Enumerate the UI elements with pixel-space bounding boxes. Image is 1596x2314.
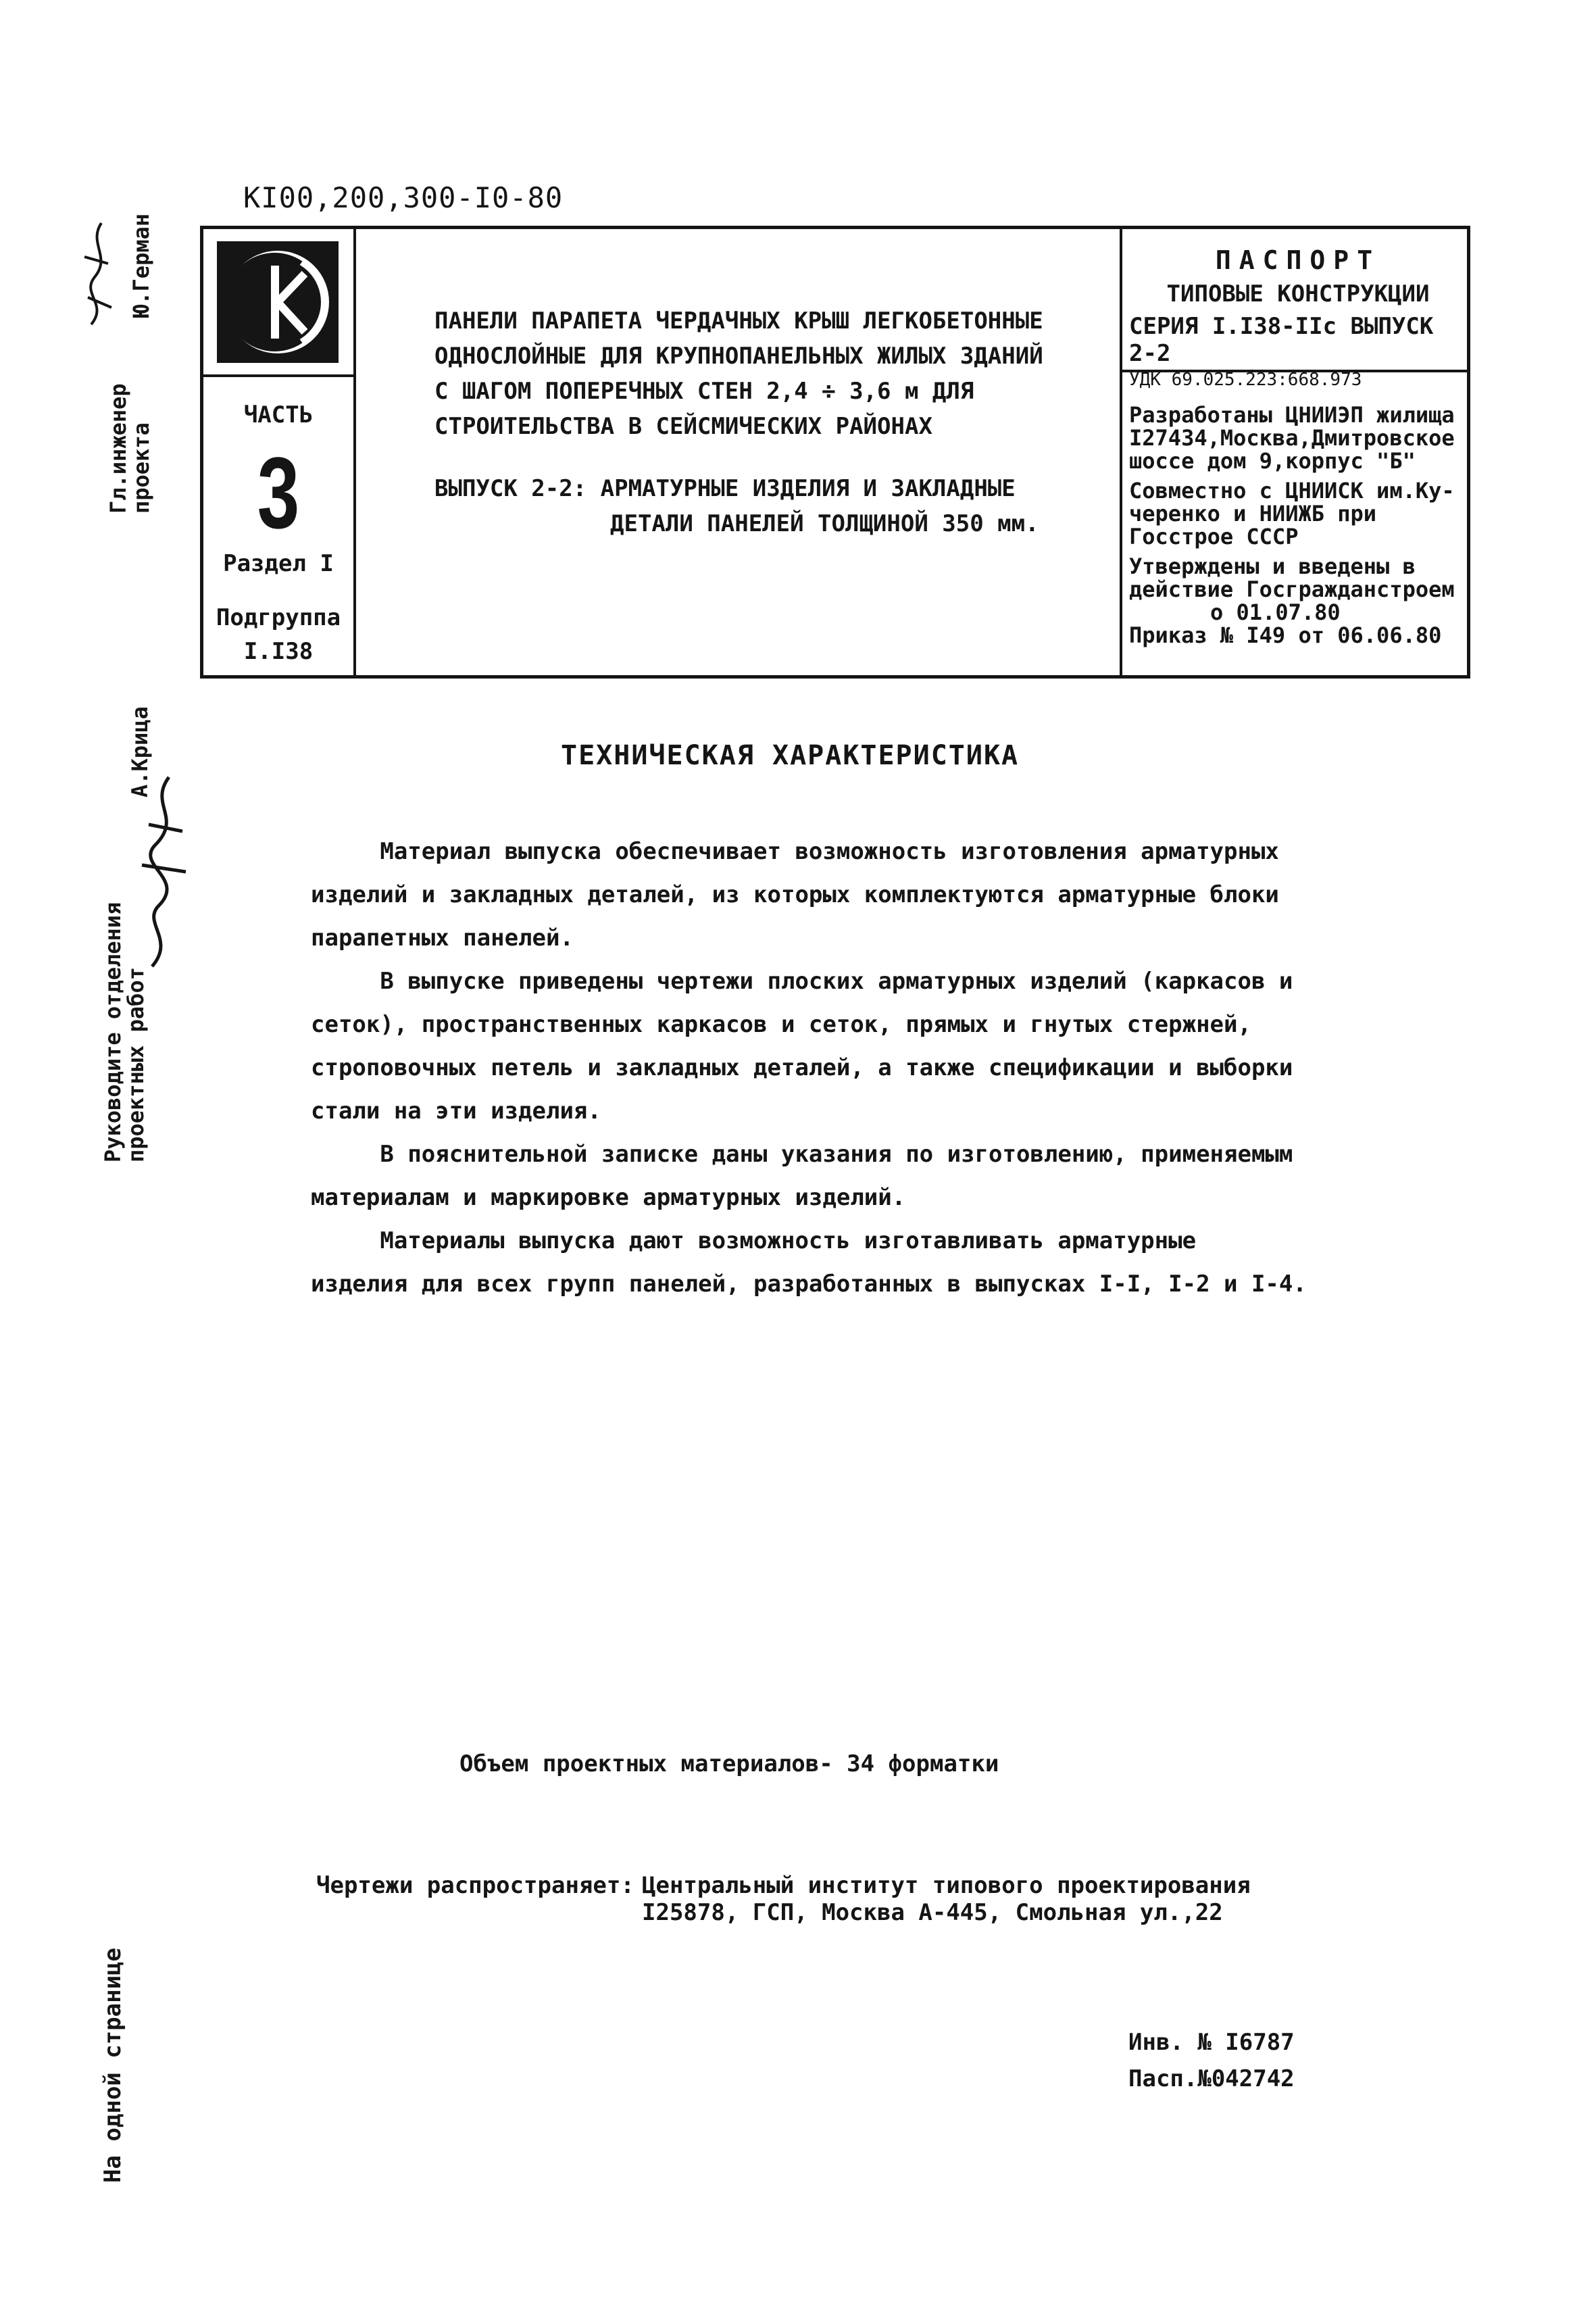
- paragraph: [311, 1133, 1324, 1219]
- caption-line: проекта: [128, 422, 154, 514]
- developer-info: [1122, 403, 1474, 472]
- passport-block: [1122, 229, 1474, 647]
- approval-line: Утверждены и введены в: [1129, 553, 1416, 579]
- paragraph-line: изделий и закладных деталей, из которых комплектуются арматурные блоки: [311, 881, 1279, 908]
- passport-title: ПАСПОРТ: [1215, 245, 1381, 275]
- series-label: СЕРИЯ I.I38-IIc ВЫПУСК 2-2: [1129, 313, 1434, 367]
- developer-line: Разработаны ЦНИИЭП жилища: [1129, 402, 1455, 428]
- approval-info: [1122, 555, 1474, 647]
- release-line: ДЕТАЛИ ПАНЕЛЕЙ ТОЛЩИНОЙ 350 мм.: [610, 510, 1039, 537]
- subgroup-label: Подгруппа: [216, 604, 341, 631]
- release-line: ВЫПУСК 2-2: АРМАТУРНЫЕ ИЗДЕЛИЯ И ЗАКЛАДНЫЕ: [434, 475, 1016, 502]
- signature-image: [74, 216, 122, 354]
- developer-line: шоссе дом 9,корпус "Б": [1129, 448, 1416, 474]
- approval-line: о 01.07.80: [1210, 599, 1341, 625]
- paragraph-line: В выпуске приведены чертежи плоских арматурных изделий (каркасов и: [311, 968, 1293, 995]
- title-block-table: [200, 226, 1470, 679]
- co-developer-line: черенко и НИИЖБ при: [1129, 501, 1377, 526]
- paragraph-line: изделия для всех групп панелей, разработанных в выпусках I-I, I-2 и I-4.: [311, 1271, 1307, 1298]
- document-code: KI00,200,300-I0-80: [243, 181, 564, 214]
- paragraph: [311, 1219, 1324, 1306]
- chief-engineer-title: [107, 383, 153, 514]
- title-line: ОДНОСЛОЙНЫЕ ДЛЯ КРУПНОПАНЕЛЬНЫХ ЖИЛЫХ ЗДАНИЙ: [434, 343, 1043, 370]
- subgroup-number: I.I38: [243, 638, 314, 665]
- co-developer-line: Госстрое СССР: [1129, 524, 1299, 549]
- developer-line: I27434,Москва,Дмитровское: [1129, 425, 1455, 451]
- caption-line: Гл.инженер: [105, 383, 131, 514]
- title-line: ПАНЕЛИ ПАРАПЕТА ЧЕРДАЧНЫХ КРЫШ ЛЕГКОБЕТОННЫЕ: [434, 307, 1043, 335]
- title-line: СТРОИТЕЛЬСТВА В СЕЙСМИЧЕСКИХ РАЙОНАХ: [434, 413, 932, 440]
- paragraph-line: стали на эти изделия.: [311, 1098, 601, 1125]
- title-line: С ШАГОМ ПОПЕРЕЧНЫХ СТЕН 2,4 ÷ 3,6 м ДЛЯ: [434, 378, 974, 405]
- distributor-line: I25878, ГСП, Москва А-445, Смольная ул.,22: [642, 1899, 1223, 1926]
- signature-image: [122, 764, 196, 983]
- co-developer-line: Совместно с ЦНИИСК им.Ку-: [1129, 478, 1455, 503]
- order-line: Приказ № I49 от 06.06.80: [1129, 622, 1442, 648]
- paragraph-line: В пояснительной записке даны указания по изготовлению, применяемым: [311, 1141, 1293, 1168]
- co-developer-info: [1122, 479, 1474, 548]
- paragraph: [311, 960, 1324, 1133]
- inventory-number: Инв. № I6787: [1128, 2029, 1295, 2056]
- part-number: 3: [257, 436, 300, 549]
- section-heading: ТЕХНИЧЕСКАЯ ХАРАКТЕРИСТИКА: [561, 740, 1020, 771]
- paragraph-line: Материал выпуска обеспечивает возможность изготовления арматурных: [311, 838, 1279, 865]
- paragraph-line: парапетных панелей.: [311, 925, 574, 952]
- approval-line: действие Госгражданстроем: [1129, 576, 1455, 602]
- paragraph-line: материалам и маркировке арматурных изделий.: [311, 1184, 906, 1211]
- udk-code: УДК 69.025.223:668.973: [1129, 370, 1362, 390]
- single-side-note: На одной странице: [99, 1948, 126, 2183]
- distributor-line: Центральный институт типового проектирования: [642, 1872, 1251, 1899]
- inventory-info: [1128, 2024, 1295, 2097]
- volume-note: Объем проектных материалов- 34 форматки: [459, 1750, 999, 1777]
- caption-line: проектных работ: [123, 967, 149, 1162]
- typical-designs: ТИПОВЫЕ КОНСТРУКЦИИ: [1166, 280, 1430, 307]
- chief-engineer-name: Ю.Герман: [128, 213, 154, 318]
- table-divider: [353, 229, 356, 675]
- ck-logo: [217, 241, 339, 363]
- part-label: ЧАСТЬ: [243, 401, 314, 428]
- paragraph-line: строповочных петель и закладных деталей, а также спецификации и выборки: [311, 1054, 1293, 1081]
- part-info: [203, 374, 353, 665]
- paragraph: [311, 830, 1324, 960]
- distributor-info: [642, 1872, 1251, 1926]
- caption-line: Руководите отделения: [100, 902, 126, 1162]
- passport-number: Пасп.№042742: [1128, 2065, 1295, 2092]
- paragraph-line: Материалы выпуска дают возможность изготавливать арматурные: [311, 1227, 1197, 1254]
- paragraph-line: сеток), пространственных каркасов и сеток, прямых и гнутых стержней,: [311, 1011, 1251, 1038]
- distributor-label: Чертежи распространяет:: [316, 1872, 634, 1899]
- department-head-name: А.Крица: [127, 706, 153, 797]
- section-label: Раздел I: [223, 550, 334, 577]
